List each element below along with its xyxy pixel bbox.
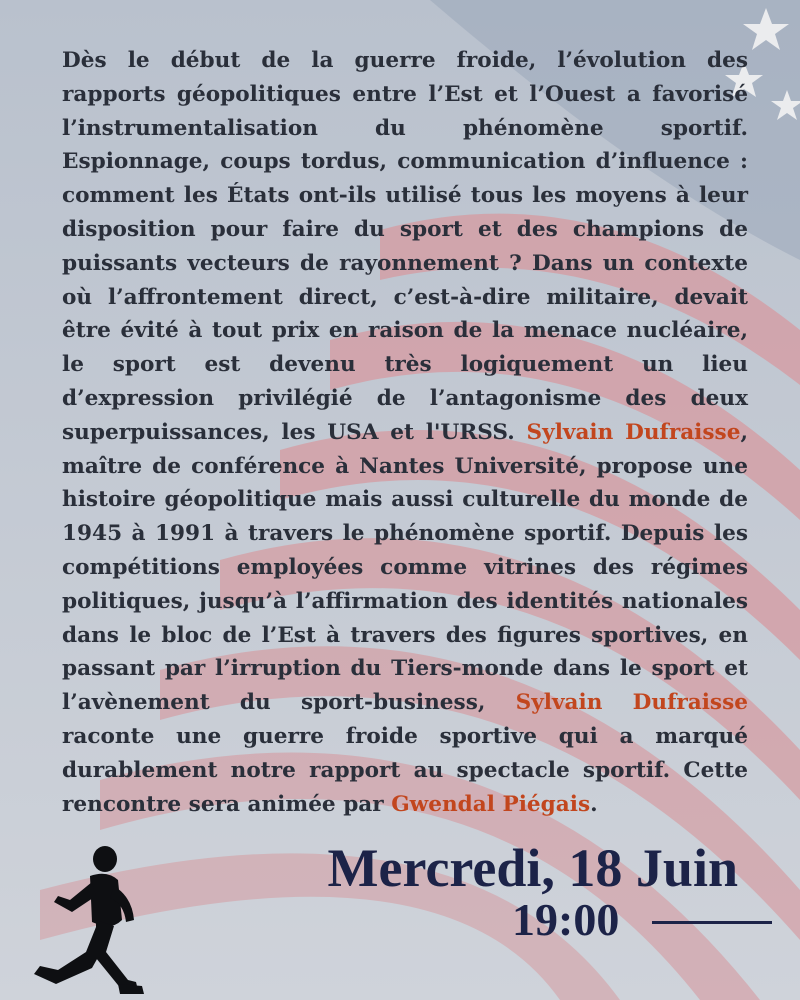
description-period: . xyxy=(590,791,598,817)
divider-line xyxy=(652,921,772,924)
moderator-name: Gwendal Piégais xyxy=(391,791,591,817)
description-middle: , maître de conférence à Nantes Université, propose une histoire géopolitique mais aussi culturelle du monde de 1945 à 1991 à travers le phénomène sportif. Depuis les compétitions employées comme vitrines des régimes politiques, jusqu’à l’affirmation des identités nationales dans le bloc de l’Est à travers des figures sportives, en passant par l’irruption du Tiers-monde dans le sport et l’avènement du sport-business, xyxy=(62,419,748,716)
running-man-icon xyxy=(22,842,152,1000)
event-description xyxy=(62,44,748,821)
speaker-name: Sylvain Dufraisse xyxy=(515,690,748,716)
event-time: 19:00 xyxy=(512,894,620,945)
description-intro: Dès le début de la guerre froide, l’évolution des rapports géopolitiques entre l’Est et l’Ouest a favorisé l’instrumentalisation du phénomène sportif. Espionnage, coups tordus, communication d’influence : comment les États ont-ils utilisé tous les moyens à leur disposition pour faire du sport et des champions de puissants vecteurs de rayonnement ? Dans un contexte où l’affrontement direct, c’est-à-dire militaire, devait être évité à tout prix en raison de la menace nucléaire, le sport est devenu très logiquement un lieu d’expression privilégié de l’antagonisme des deux superpuissances, les USA et l'URSS. xyxy=(62,48,748,445)
speaker-name: Sylvain Dufraisse xyxy=(526,419,741,445)
description-end: raconte une guerre froide sportive qui a marqué durablement notre rapport au spectacle sportif. Cette rencontre sera animée par xyxy=(62,723,748,817)
event-date: Mercredi, 18 Juin xyxy=(327,838,738,898)
